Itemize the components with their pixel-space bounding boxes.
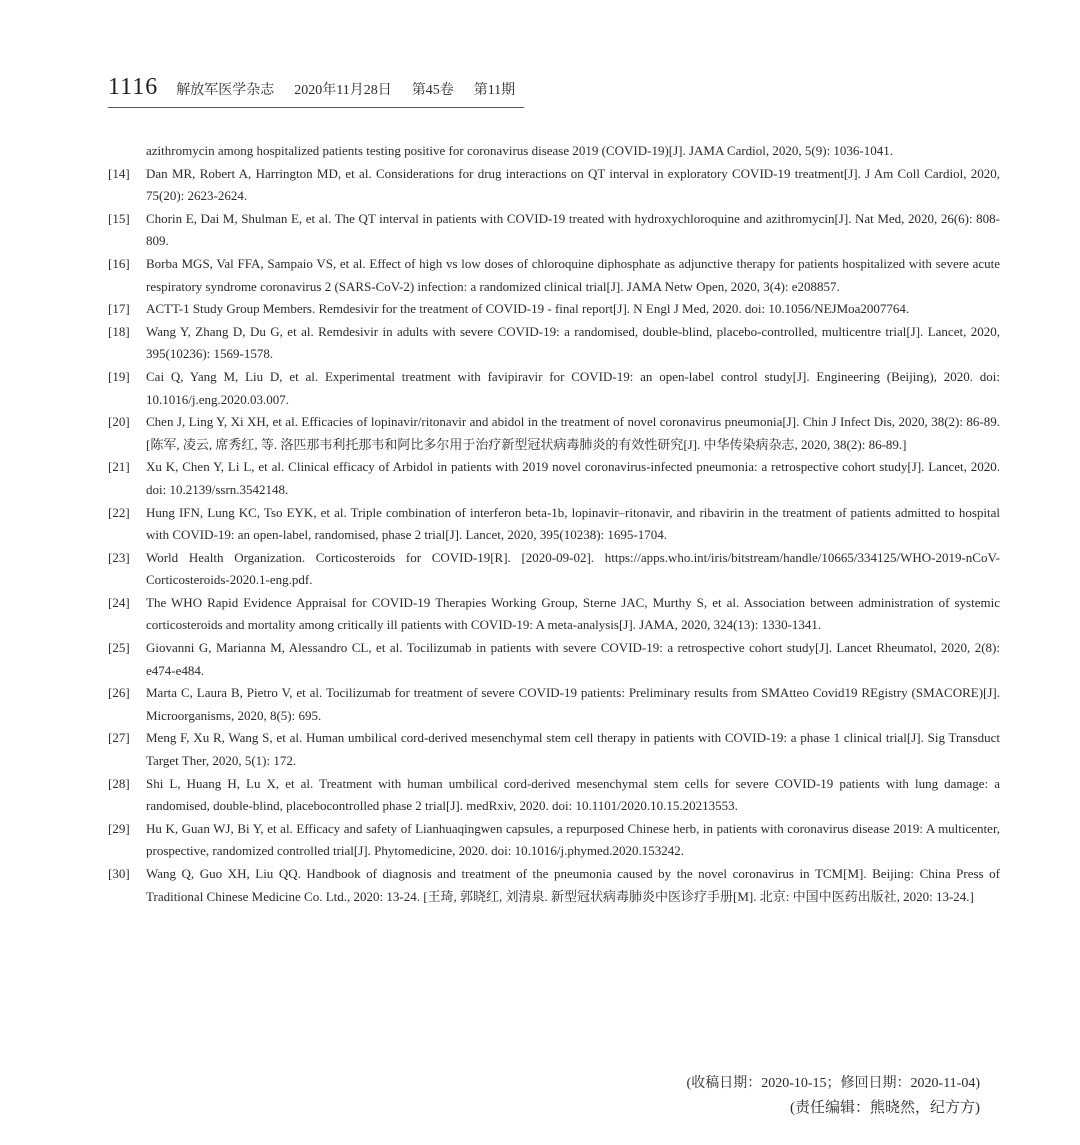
reference-list	[108, 140, 1000, 908]
issue: 第11期	[473, 83, 516, 98]
reference-item	[108, 502, 1000, 547]
reference-text: Chorin E, Dai M, Shulman E, et al. The QT interval in patients with COVID-19 treated with hydroxychloroquine and azithromycin[J]. Nat Med, 2020, 26(6): 808-809.	[146, 210, 1000, 249]
reference-text: Marta C, Laura B, Pietro V, et al. Tocilizumab for treatment of severe COVID-19 patients: Preliminary results from SMAtteo Covid19 REgistry (SMACORE)[J]. Microorganisms, 2020, 8(5): 695.	[146, 685, 1000, 723]
reference-item	[108, 253, 1000, 298]
reference-number: [15]	[108, 210, 130, 226]
reference-number: [24]	[108, 594, 130, 610]
reference-text: ACTT-1 Study Group Members. Remdesivir for the treatment of COVID-19 - final report[J]. N Engl J Med, 2020. doi: 10.1056/NEJMoa2007764.	[146, 301, 910, 317]
reference-continuation: azithromycin among hospitalized patients testing positive for coronavirus disease 2019 (COVID-19)[J]. JAMA Cardiol, 2020, 5(9): 1036-1041.	[146, 143, 894, 158]
reference-text: Chen J, Ling Y, Xi XH, et al. Efficacies of lopinavir/ritonavir and abidol in the treatment of novel coronavirus pneumonia[J]. Chin J Infect Dis, 2020, 38(2): 86-89. [陈军, 凌云, 席秀红, 等. 洛匹那韦利托那韦和阿比多尔用于治疗新型冠状病毒肺炎的有效性研究[J]. 中华传染病杂志, 2020, 38(2): 86-89.]	[146, 414, 1000, 452]
reference-item	[108, 321, 1000, 366]
volume: 第45卷	[411, 83, 454, 98]
reference-number: [22]	[108, 504, 130, 520]
reference-item	[108, 547, 1000, 592]
reference-item	[108, 208, 1000, 253]
reference-number: [27]	[108, 730, 130, 746]
reference-text: Wang Y, Zhang D, Du G, et al. Remdesivir in adults with severe COVID-19: a randomised, double-blind, placebo-controlled, multicentre trial[J]. Lancet, 2020, 395(10236): 1569-1578.	[146, 323, 1000, 362]
reference-text: Borba MGS, Val FFA, Sampaio VS, et al. Effect of high vs low doses of chloroquine diphosphate as adjunctive therapy for patients hospitalized with severe acute respiratory syndrome coronavirus 2 (SARS-CoV-2) infection: a randomized clinical trial[J]. JAMA Netw Open, 2020, 3(4): e208857.	[146, 255, 1000, 294]
reference-number: [16]	[108, 255, 130, 271]
reference-number: [23]	[108, 549, 130, 565]
reference-number: [28]	[108, 775, 130, 791]
reference-number: [18]	[108, 323, 130, 339]
reference-text: Hung IFN, Lung KC, Tso EYK, et al. Triple combination of interferon beta-1b, lopinavir–ritonavir, and ribavirin in the treatment of patients admitted to hospital with COVID-19: an open-label, randomised, phase 2 trial[J]. Lancet, 2020, 395(10238): 1695-1704.	[146, 504, 1000, 543]
reference-number: [29]	[108, 820, 130, 836]
reference-text: The WHO Rapid Evidence Appraisal for COVID-19 Therapies Working Group, Sterne JAC, Murthy S, et al. Association between administration of systemic corticosteroids and mortality among critically ill patients with COVID-19: A meta-analysis[J]. JAMA, 2020, 324(13): 1330-1341.	[146, 594, 1000, 633]
issue-date: 2020年11月28日	[294, 83, 392, 98]
reference-number: [17]	[108, 301, 130, 317]
reference-item	[108, 456, 1000, 501]
reference-number: [14]	[108, 165, 130, 181]
reference-item	[108, 298, 1000, 321]
reference-text: Wang Q, Guo XH, Liu QQ. Handbook of diagnosis and treatment of the pneumonia caused by the novel coronavirus in TCM[M]. Beijing: China Press of Traditional Chinese Medicine Co. Ltd., 2020: 13-24. [王琦, 郭晓红, 刘清泉. 新型冠状病毒肺炎中医诊疗手册[M]. 北京: 中国中医药出版社, 2020: 13-24.]	[146, 866, 1000, 904]
journal-name: 解放军医学杂志	[176, 83, 275, 98]
reference-text: Dan MR, Robert A, Harrington MD, et al. Considerations for drug interactions on QT interval in exploratory COVID-19 treatment[J]. J Am Coll Cardiol, 2020, 75(20): 2623-2624.	[146, 165, 1000, 204]
reference-text: Hu K, Guan WJ, Bi Y, et al. Efficacy and safety of Lianhuaqingwen capsules, a repurposed Chinese herb, in patients with coronavirus disease 2019: A multicenter, prospective, randomized controlled trial[J]. Phytomedicine, 2020. doi: 10.1016/j.phymed.2020.153242.	[146, 820, 1000, 859]
reference-number: [30]	[108, 866, 130, 881]
reference-item	[108, 773, 1000, 818]
page-number: 1116	[108, 74, 159, 100]
header-rule	[108, 107, 524, 108]
reference-number: [25]	[108, 640, 130, 656]
reference-text: World Health Organization. Corticosteroids for COVID-19[R]. [2020-09-02]. https://apps.who.int/iris/bitstream/handle/10665/334125/WHO-2019-nCoV-Corticosteroids-2020.1-eng.pdf.	[146, 549, 1000, 588]
article-footer	[687, 1071, 980, 1121]
reference-text: Shi L, Huang H, Lu X, et al. Treatment with human umbilical cord-derived mesenchymal stem cells for severe COVID-19 patients with lung damage: a randomised, double-blind, placebocontrolled phase 2 trial[J]. medRxiv, 2020. doi: 10.1101/2020.10.15.20213553.	[146, 775, 1000, 814]
page-header	[108, 74, 515, 101]
reference-number: [26]	[108, 685, 130, 701]
reference-item	[108, 818, 1000, 863]
received-dates: (收稿日期：2020-10-15；修回日期：2020-11-04)	[686, 1076, 980, 1091]
reference-item	[108, 637, 1000, 682]
reference-number: [20]	[108, 414, 130, 430]
reference-item	[108, 366, 1000, 411]
reference-text: Giovanni G, Marianna M, Alessandro CL, et al. Tocilizumab in patients with severe COVID-19: a retrospective cohort study[J]. Lancet Rheumatol, 2020, 2(8): e474-e484.	[146, 640, 1000, 678]
reference-text: Meng F, Xu R, Wang S, et al. Human umbilical cord-derived mesenchymal stem cell therapy in patients with COVID-19: a phase 1 clinical trial[J]. Sig Transduct Target Ther, 2020, 5(1): 172.	[146, 730, 1000, 769]
reference-item	[108, 411, 1000, 456]
reference-text: Xu K, Chen Y, Li L, et al. Clinical efficacy of Arbidol in patients with 2019 novel coronavirus-infected pneumonia: a retrospective cohort study[J]. Lancet, 2020. doi: 10.2139/ssrn.3542148.	[146, 459, 1000, 497]
reference-number: [21]	[108, 459, 130, 475]
reference-item	[108, 682, 1000, 727]
reference-item	[108, 592, 1000, 637]
responsible-editors: (责任编辑：熊晓然，纪方方)	[790, 1100, 980, 1116]
reference-item	[108, 727, 1000, 772]
reference-number: [19]	[108, 368, 130, 384]
reference-item	[108, 863, 1000, 908]
reference-item	[108, 163, 1000, 208]
reference-text: Cai Q, Yang M, Liu D, et al. Experimental treatment with favipiravir for COVID-19: an open-label control study[J]. Engineering (Beijing), 2020. doi: 10.1016/j.eng.2020.03.007.	[146, 368, 1000, 407]
